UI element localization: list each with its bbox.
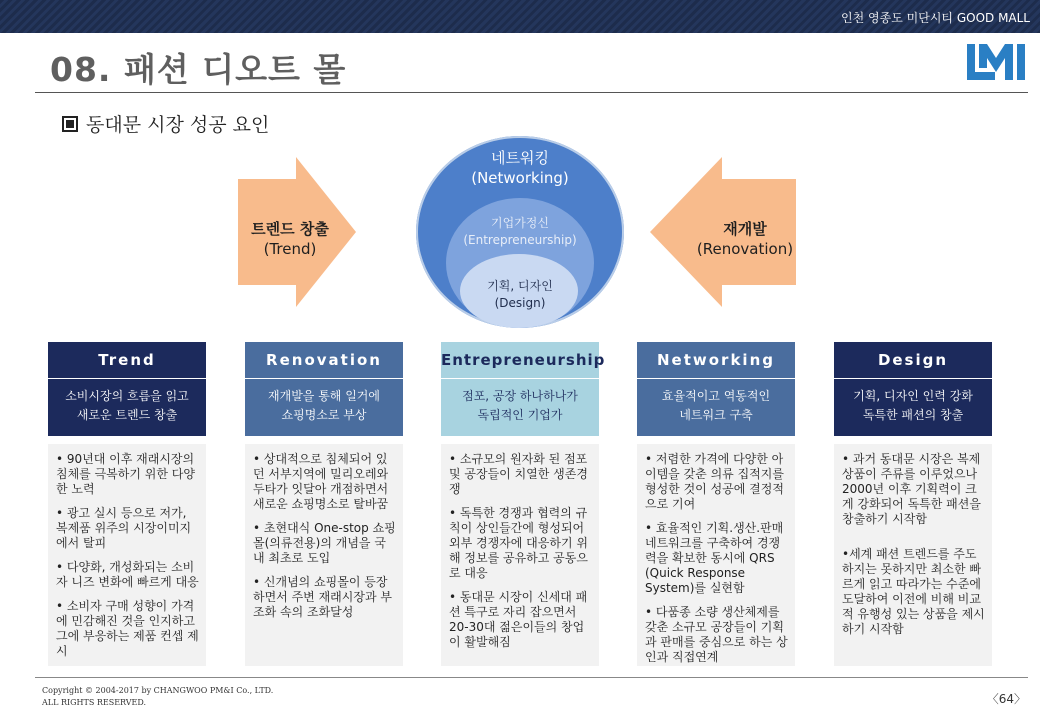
networking-summary-line2: 네트워크 구축 xyxy=(679,408,753,422)
trend-arrow-label xyxy=(240,219,340,259)
bullet-item: • 상대적으로 침체되어 있던 서부지역에 밀리오레와 두타가 잇달아 개점하면서 새로운 쇼핑명소로 탈바꿈 xyxy=(253,452,389,511)
bullet-item: • 소비자 구매 성향이 가격에 민감해진 것을 인지하고 그에 부응하는 제품 컨셉 제시 xyxy=(56,599,199,658)
entrepreneurship-line1: 기업가정신 xyxy=(491,216,549,230)
design-line2: (Design) xyxy=(494,296,546,310)
trend-column xyxy=(48,342,206,666)
design-header: Design xyxy=(834,342,992,378)
section-heading xyxy=(62,110,269,137)
renovation-summary-line1: 재개발을 통해 일거에 xyxy=(268,389,380,403)
renovation-summary-line2: 쇼핑명소로 부상 xyxy=(281,408,367,422)
bullet-item: • 다양화, 개성화되는 소비자 니즈 변화에 빠르게 대응 xyxy=(56,560,199,589)
bullet-item: • 과거 동대문 시장은 복제상품이 주류를 이루었으나 2000년 이후 기획력이 크게 강화되어 독특한 패션을 창출하기 시작함 xyxy=(842,452,981,526)
bullet-item: • 초현대식 One-stop 쇼핑몰(의류전용)의 개념을 국내 최초로 도입 xyxy=(253,521,396,565)
renovation-arrow-line1: 재개발 xyxy=(723,220,767,238)
trend-header: Trend xyxy=(48,342,206,378)
bullet-item: • 독특한 경쟁과 협력의 규칙이 상인들간에 형성되어 외부 경쟁자에 대응하기 위해 정보를 공유하고 공동으로 대응 xyxy=(449,506,588,580)
entrepreneurship-column xyxy=(441,342,606,666)
bullet-item: • 동대문 시장이 신세대 패션 특구로 자리 잡으면서 20-30대 젊은이들의 창업이 활발해짐 xyxy=(449,590,588,649)
renovation-bullets xyxy=(245,444,403,666)
copyright-line2: ALL RIGHTS RESERVED. xyxy=(42,698,147,707)
entrepreneurship-summary-line2: 독립적인 기업가 xyxy=(477,408,563,422)
networking-column xyxy=(637,342,795,666)
copyright-line1: Copyright © 2004-2017 by CHANGWOO PM&I Co., LTD. xyxy=(42,686,274,695)
entrepreneurship-summary xyxy=(441,378,599,436)
top-banner xyxy=(0,0,1040,33)
design-summary-line1: 기획, 디자인 인력 강화 xyxy=(853,389,973,403)
networking-line2: (Networking) xyxy=(471,169,569,187)
bullet-item: • 저렴한 가격에 다양한 아이템을 갖춘 의류 집적지를 형성한 것이 성공에 결정적으로 기여 xyxy=(645,452,784,511)
design-column xyxy=(834,342,992,666)
bullet-item: • 효율적인 기획.생산.판매 네트워크를 구축하여 경쟁력을 확보한 동시에 QRS (Quick Response System)를 실현함 xyxy=(645,521,784,595)
entrepreneurship-line2: (Entrepreneurship) xyxy=(463,233,577,247)
networking-bullets xyxy=(637,444,795,666)
checkbox-bullet-icon xyxy=(62,116,78,132)
company-logo-icon xyxy=(965,42,1027,82)
trend-summary-line2: 새로운 트렌드 창출 xyxy=(76,408,178,422)
networking-summary xyxy=(637,378,795,436)
design-summary-line2: 독특한 패션의 창출 xyxy=(862,408,964,422)
copyright xyxy=(42,685,273,709)
networking-summary-line1: 효율적이고 역동적인 xyxy=(661,389,771,403)
networking-line1: 네트워킹 xyxy=(491,149,549,167)
entrepreneurship-bullets xyxy=(441,444,599,666)
design-summary xyxy=(834,378,992,436)
networking-header: Networking xyxy=(637,342,795,378)
networking-label xyxy=(420,148,620,188)
page-number: 〈64〉 xyxy=(986,692,1026,706)
entrepreneurship-label xyxy=(420,215,620,249)
entrepreneurship-header: Entrepreneurship xyxy=(441,342,599,378)
design-line1: 기획, 디자인 xyxy=(487,279,553,293)
page-title: 08. 패션 디오트 몰 xyxy=(50,50,347,89)
design-bullets xyxy=(834,444,992,666)
trend-summary-line1: 소비시장의 흐름을 읽고 xyxy=(65,389,189,403)
bullet-item: • 광고 실시 등으로 저가, 복제품 위주의 시장이미지에서 탈피 xyxy=(56,506,192,550)
section-heading-text: 동대문 시장 성공 요인 xyxy=(86,114,270,136)
design-label xyxy=(420,278,620,312)
footer-divider xyxy=(35,677,1028,678)
renovation-arrow-label xyxy=(690,219,800,259)
renovation-summary xyxy=(245,378,403,436)
bullet-item: •세계 패션 트렌드를 주도하지는 못하지만 최소한 빠르게 읽고 따라가는 수준에 도달하여 이전에 비해 비교적 유행성 있는 상품을 제시하기 시작함 xyxy=(842,547,985,636)
trend-arrow-line1: 트렌드 창출 xyxy=(251,220,329,238)
renovation-column xyxy=(245,342,403,666)
trend-arrow-line2: (Trend) xyxy=(263,240,317,258)
entrepreneurship-summary-line1: 점포, 공장 하나하나가 xyxy=(462,389,578,403)
title-divider xyxy=(35,92,1028,93)
trend-bullets xyxy=(48,444,206,666)
renovation-arrow-line2: (Renovation) xyxy=(696,240,794,258)
brand-text: 인천 영종도 미단시티 GOOD MALL xyxy=(841,11,1030,25)
trend-summary xyxy=(48,378,206,436)
bullet-item: • 다품종 소량 생산체제를 갖춘 소규모 공장들이 기획과 판매를 중심으로 하는 상인과 직접연계 xyxy=(645,605,788,664)
renovation-header: Renovation xyxy=(245,342,403,378)
bullet-item: • 90년대 이후 재래시장의 침체를 극복하기 위한 다양한 노력 xyxy=(56,452,195,496)
bullet-item: • 소규모의 원자화 된 점포 및 공장들이 치열한 생존경쟁 xyxy=(449,452,588,496)
bullet-item: • 신개념의 쇼핑몰이 등장하면서 주변 재래시장과 부조화 속의 조화달성 xyxy=(253,575,392,619)
